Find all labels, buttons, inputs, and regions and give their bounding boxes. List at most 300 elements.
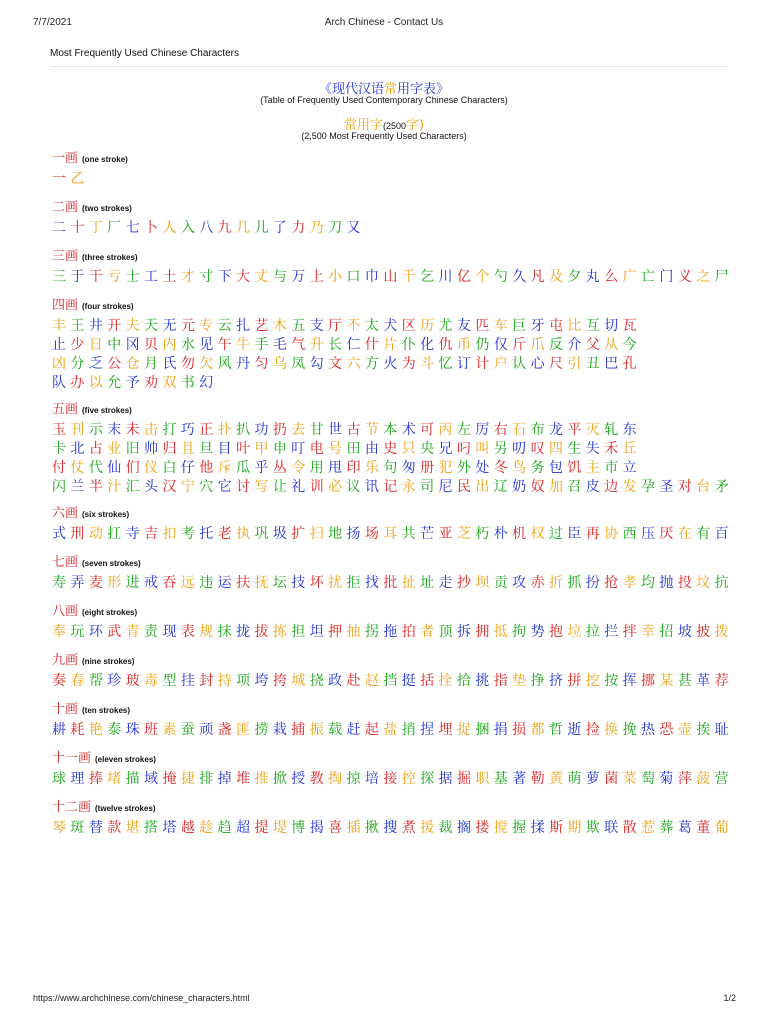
chinese-character-link[interactable]: 寺 xyxy=(125,526,145,542)
chinese-character-link[interactable]: 挖 xyxy=(585,673,605,689)
chinese-character-link[interactable]: 乞 xyxy=(420,269,439,285)
chinese-character-link[interactable]: 振 xyxy=(309,722,329,738)
chinese-character-link[interactable]: 亚 xyxy=(438,526,457,542)
chinese-character-link[interactable]: 牛 xyxy=(236,337,255,353)
chinese-character-link[interactable]: 扫 xyxy=(309,526,329,542)
chinese-character-link[interactable]: 堪 xyxy=(125,820,145,836)
chinese-character-link[interactable]: 八 xyxy=(199,220,218,236)
chinese-character-link[interactable]: 干 xyxy=(88,269,108,285)
chinese-character-link[interactable]: 折 xyxy=(548,575,568,591)
chinese-character-link[interactable]: 插 xyxy=(346,820,365,836)
chinese-character-link[interactable]: 于 xyxy=(70,269,89,285)
chinese-character-link[interactable]: 可 xyxy=(420,422,439,438)
chinese-character-link[interactable]: 册 xyxy=(420,460,439,476)
chinese-character-link[interactable]: 萍 xyxy=(677,771,697,787)
chinese-character-link[interactable]: 丙 xyxy=(438,422,457,438)
chinese-character-link[interactable]: 蚕 xyxy=(180,722,200,738)
chinese-character-link[interactable]: 一 xyxy=(52,171,71,187)
chinese-character-link[interactable]: 手 xyxy=(254,337,273,353)
chinese-character-link[interactable]: 揭 xyxy=(309,820,329,836)
chinese-character-link[interactable]: 丈 xyxy=(254,269,273,285)
chinese-character-link[interactable]: 场 xyxy=(364,526,384,542)
chinese-character-link[interactable]: 教 xyxy=(309,771,329,787)
chinese-character-link[interactable]: 头 xyxy=(144,479,163,495)
chinese-character-link[interactable]: 仙 xyxy=(107,460,126,476)
chinese-character-link[interactable]: 北 xyxy=(70,441,89,457)
chinese-character-link[interactable]: 乃 xyxy=(309,220,329,236)
chinese-character-link[interactable]: 灭 xyxy=(585,422,605,438)
chinese-character-link[interactable]: 凶 xyxy=(52,356,71,372)
chinese-character-link[interactable]: 广 xyxy=(622,269,641,285)
chinese-character-link[interactable]: 巨 xyxy=(512,318,531,334)
chinese-character-link[interactable]: 坛 xyxy=(272,575,292,591)
chinese-character-link[interactable]: 刑 xyxy=(70,526,89,542)
chinese-character-link[interactable]: 少 xyxy=(70,337,89,353)
chinese-character-link[interactable]: 搅 xyxy=(493,820,513,836)
chinese-character-link[interactable]: 挡 xyxy=(383,673,402,689)
chinese-character-link[interactable]: 示 xyxy=(88,422,108,438)
chinese-character-link[interactable]: 亿 xyxy=(456,269,476,285)
chinese-character-link[interactable]: 拍 xyxy=(401,624,421,640)
chinese-character-link[interactable]: 素 xyxy=(162,722,181,738)
chinese-character-link[interactable]: 都 xyxy=(530,722,549,738)
chinese-character-link[interactable]: 握 xyxy=(512,820,531,836)
chinese-character-link[interactable]: 义 xyxy=(677,269,697,285)
chinese-character-link[interactable]: 末 xyxy=(107,422,126,438)
chinese-character-link[interactable]: 董 xyxy=(696,820,715,836)
chinese-character-link[interactable]: 兄 xyxy=(438,441,457,457)
chinese-character-link[interactable]: 训 xyxy=(309,479,329,495)
chinese-character-link[interactable]: 艳 xyxy=(88,722,108,738)
chinese-character-link[interactable]: 垫 xyxy=(512,673,531,689)
chinese-character-link[interactable]: 巩 xyxy=(254,526,273,542)
chinese-character-link[interactable]: 甘 xyxy=(309,422,329,438)
chinese-character-link[interactable]: 欺 xyxy=(585,820,605,836)
chinese-character-link[interactable]: 形 xyxy=(107,575,126,591)
chinese-character-link[interactable]: 堆 xyxy=(236,771,255,787)
chinese-character-link[interactable]: 开 xyxy=(107,318,126,334)
chinese-character-link[interactable]: 赶 xyxy=(346,722,365,738)
chinese-character-link[interactable]: 且 xyxy=(180,441,200,457)
chinese-character-link[interactable]: 甚 xyxy=(677,673,697,689)
chinese-character-link[interactable]: 区 xyxy=(401,318,421,334)
chinese-character-link[interactable]: 加 xyxy=(548,479,568,495)
chinese-character-link[interactable]: 奴 xyxy=(530,479,549,495)
chinese-character-link[interactable]: 挣 xyxy=(530,673,549,689)
chinese-character-link[interactable]: 万 xyxy=(291,269,310,285)
chinese-character-link[interactable]: 片 xyxy=(383,337,402,353)
chinese-character-link[interactable]: 挠 xyxy=(309,673,329,689)
chinese-character-link[interactable]: 九 xyxy=(217,220,237,236)
chinese-character-link[interactable]: 元 xyxy=(180,318,200,334)
chinese-character-link[interactable]: 栽 xyxy=(272,722,292,738)
chinese-character-link[interactable]: 招 xyxy=(659,624,678,640)
chinese-character-link[interactable]: 长 xyxy=(328,337,347,353)
chinese-character-link[interactable]: 文 xyxy=(328,356,347,372)
chinese-character-link[interactable]: 见 xyxy=(199,337,218,353)
chinese-character-link[interactable]: 期 xyxy=(567,820,586,836)
chinese-character-link[interactable]: 甩 xyxy=(328,460,347,476)
chinese-character-link[interactable]: 班 xyxy=(144,722,163,738)
chinese-character-link[interactable]: 丁 xyxy=(88,220,108,236)
chinese-character-link[interactable]: 抓 xyxy=(567,575,586,591)
chinese-character-link[interactable]: 域 xyxy=(144,771,163,787)
chinese-character-link[interactable]: 掀 xyxy=(272,771,292,787)
chinese-character-link[interactable]: 环 xyxy=(88,624,108,640)
chinese-character-link[interactable]: 盐 xyxy=(383,722,402,738)
chinese-character-link[interactable]: 政 xyxy=(328,673,347,689)
chinese-character-link[interactable]: 匹 xyxy=(475,318,494,334)
chinese-character-link[interactable]: 抢 xyxy=(604,575,623,591)
chinese-character-link[interactable]: 巴 xyxy=(604,356,623,372)
chinese-character-link[interactable]: 汉 xyxy=(162,479,181,495)
chinese-character-link[interactable]: 饥 xyxy=(567,460,586,476)
chinese-character-link[interactable]: 走 xyxy=(438,575,457,591)
chinese-character-link[interactable]: 越 xyxy=(180,820,200,836)
chinese-character-link[interactable]: 分 xyxy=(70,356,89,372)
chinese-character-link[interactable]: 以 xyxy=(88,375,108,391)
chinese-character-link[interactable]: 代 xyxy=(88,460,108,476)
chinese-character-link[interactable]: 拨 xyxy=(714,624,734,640)
chinese-character-link[interactable]: 二 xyxy=(52,220,71,236)
chinese-character-link[interactable]: 由 xyxy=(364,441,384,457)
chinese-character-link[interactable]: 掉 xyxy=(217,771,237,787)
chinese-character-link[interactable]: 珍 xyxy=(107,673,126,689)
chinese-character-link[interactable]: 反 xyxy=(548,337,568,353)
chinese-character-link[interactable]: 菜 xyxy=(622,771,641,787)
chinese-character-link[interactable]: 忆 xyxy=(438,356,457,372)
chinese-character-link[interactable]: 大 xyxy=(236,269,255,285)
chinese-character-link[interactable]: 尤 xyxy=(438,318,457,334)
chinese-character-link[interactable]: 占 xyxy=(88,441,108,457)
chinese-character-link[interactable]: 汁 xyxy=(107,479,126,495)
chinese-character-link[interactable]: 拘 xyxy=(512,624,531,640)
chinese-character-link[interactable]: 入 xyxy=(180,220,200,236)
chinese-character-link[interactable]: 推 xyxy=(254,771,273,787)
chinese-character-link[interactable]: 电 xyxy=(309,441,329,457)
chinese-character-link[interactable]: 协 xyxy=(604,526,623,542)
chinese-character-link[interactable]: 掏 xyxy=(328,771,347,787)
chinese-character-link[interactable]: 帅 xyxy=(144,441,163,457)
chinese-character-link[interactable]: 拖 xyxy=(383,624,402,640)
chinese-character-link[interactable]: 奶 xyxy=(512,479,531,495)
chinese-character-link[interactable]: 屯 xyxy=(548,318,568,334)
chinese-character-link[interactable]: 火 xyxy=(383,356,402,372)
chinese-character-link[interactable]: 拔 xyxy=(254,624,273,640)
chinese-character-link[interactable]: 包 xyxy=(548,460,568,476)
chinese-character-link[interactable]: 朴 xyxy=(493,526,513,542)
chinese-character-link[interactable]: 民 xyxy=(456,479,476,495)
chinese-character-link[interactable]: 了 xyxy=(272,220,292,236)
chinese-character-link[interactable]: 它 xyxy=(217,479,237,495)
chinese-character-link[interactable]: 帮 xyxy=(88,673,108,689)
chinese-character-link[interactable]: 中 xyxy=(107,337,126,353)
chinese-character-link[interactable]: 兰 xyxy=(70,479,89,495)
chinese-character-link[interactable]: 散 xyxy=(622,820,641,836)
chinese-character-link[interactable]: 营 xyxy=(714,771,734,787)
chinese-character-link[interactable]: 月 xyxy=(144,356,163,372)
chinese-character-link[interactable]: 儿 xyxy=(254,220,273,236)
chinese-character-link[interactable]: 汇 xyxy=(125,479,145,495)
chinese-character-link[interactable]: 田 xyxy=(346,441,365,457)
chinese-character-link[interactable]: 力 xyxy=(291,220,310,236)
chinese-character-link[interactable]: 六 xyxy=(346,356,365,372)
chinese-character-link[interactable]: 记 xyxy=(383,479,402,495)
chinese-character-link[interactable]: 捐 xyxy=(493,722,513,738)
chinese-character-link[interactable]: 压 xyxy=(641,526,660,542)
chinese-character-link[interactable]: 口 xyxy=(346,269,365,285)
chinese-character-link[interactable]: 现 xyxy=(162,624,181,640)
chinese-character-link[interactable]: 坏 xyxy=(309,575,329,591)
chinese-character-link[interactable]: 搭 xyxy=(144,820,163,836)
chinese-character-link[interactable]: 句 xyxy=(383,460,402,476)
chinese-character-link[interactable]: 萝 xyxy=(585,771,605,787)
chinese-character-link[interactable]: 号 xyxy=(328,441,347,457)
chinese-character-link[interactable]: 未 xyxy=(125,422,145,438)
chinese-character-link[interactable]: 萄 xyxy=(641,771,660,787)
chinese-character-link[interactable]: 欠 xyxy=(199,356,218,372)
chinese-character-link[interactable]: 用 xyxy=(309,460,329,476)
chinese-character-link[interactable]: 世 xyxy=(328,422,347,438)
chinese-character-link[interactable]: 允 xyxy=(107,375,126,391)
chinese-character-link[interactable]: 丰 xyxy=(52,318,71,334)
chinese-character-link[interactable]: 奏 xyxy=(52,673,71,689)
chinese-character-link[interactable]: 老 xyxy=(217,526,237,542)
chinese-character-link[interactable]: 扩 xyxy=(291,526,310,542)
chinese-character-link[interactable]: 介 xyxy=(567,337,586,353)
chinese-character-link[interactable]: 讨 xyxy=(236,479,255,495)
chinese-character-link[interactable]: 抚 xyxy=(254,575,273,591)
chinese-character-link[interactable]: 台 xyxy=(696,479,715,495)
chinese-character-link[interactable]: 乏 xyxy=(88,356,108,372)
chinese-character-link[interactable]: 投 xyxy=(677,575,697,591)
chinese-character-link[interactable]: 扶 xyxy=(236,575,255,591)
chinese-character-link[interactable]: 方 xyxy=(364,356,384,372)
chinese-character-link[interactable]: 几 xyxy=(236,220,255,236)
chinese-character-link[interactable]: 壶 xyxy=(677,722,697,738)
chinese-character-link[interactable]: 叨 xyxy=(512,441,531,457)
chinese-character-link[interactable]: 扔 xyxy=(272,422,292,438)
chinese-character-link[interactable]: 煮 xyxy=(401,820,421,836)
chinese-character-link[interactable]: 他 xyxy=(199,460,218,476)
chinese-character-link[interactable]: 趋 xyxy=(217,820,237,836)
chinese-character-link[interactable]: 斥 xyxy=(217,460,237,476)
chinese-character-link[interactable]: 久 xyxy=(512,269,531,285)
chinese-character-link[interactable]: 据 xyxy=(438,771,457,787)
chinese-character-link[interactable]: 城 xyxy=(291,673,310,689)
chinese-character-link[interactable]: 押 xyxy=(328,624,347,640)
chinese-character-link[interactable]: 授 xyxy=(291,771,310,787)
chinese-character-link[interactable]: 与 xyxy=(272,269,292,285)
chinese-character-link[interactable]: 勒 xyxy=(530,771,549,787)
chinese-character-link[interactable]: 抛 xyxy=(659,575,678,591)
chinese-character-link[interactable]: 只 xyxy=(401,441,421,457)
chinese-character-link[interactable]: 失 xyxy=(585,441,605,457)
chinese-character-link[interactable]: 拥 xyxy=(475,624,494,640)
chinese-character-link[interactable]: 木 xyxy=(272,318,292,334)
chinese-character-link[interactable]: 艺 xyxy=(254,318,273,334)
chinese-character-link[interactable]: 耳 xyxy=(383,526,402,542)
chinese-character-link[interactable]: 进 xyxy=(125,575,145,591)
chinese-character-link[interactable]: 予 xyxy=(125,375,145,391)
chinese-character-link[interactable]: 市 xyxy=(604,460,623,476)
chinese-character-link[interactable]: 凡 xyxy=(530,269,549,285)
chinese-character-link[interactable]: 乐 xyxy=(364,460,384,476)
chinese-character-link[interactable]: 仁 xyxy=(346,337,365,353)
chinese-character-link[interactable]: 著 xyxy=(512,771,531,787)
chinese-character-link[interactable]: 扛 xyxy=(107,526,126,542)
chinese-character-link[interactable]: 寸 xyxy=(199,269,218,285)
chinese-character-link[interactable]: 小 xyxy=(328,269,347,285)
chinese-character-link[interactable]: 拉 xyxy=(585,624,605,640)
chinese-character-link[interactable]: 权 xyxy=(530,526,549,542)
chinese-character-link[interactable]: 捡 xyxy=(585,722,605,738)
chinese-character-link[interactable]: 弄 xyxy=(70,575,89,591)
chinese-character-link[interactable]: 下 xyxy=(217,269,237,285)
chinese-character-link[interactable]: 尺 xyxy=(548,356,568,372)
chinese-character-link[interactable]: 接 xyxy=(383,771,402,787)
chinese-character-link[interactable]: 风 xyxy=(217,356,237,372)
chinese-character-link[interactable]: 击 xyxy=(144,422,163,438)
chinese-character-link[interactable]: 抱 xyxy=(548,624,568,640)
chinese-character-link[interactable]: 玻 xyxy=(125,673,145,689)
chinese-character-link[interactable]: 奉 xyxy=(52,624,71,640)
chinese-character-link[interactable]: 门 xyxy=(659,269,678,285)
chinese-character-link[interactable]: 菊 xyxy=(659,771,678,787)
chinese-character-link[interactable]: 持 xyxy=(217,673,237,689)
chinese-character-link[interactable]: 本 xyxy=(383,422,402,438)
chinese-character-link[interactable]: 毛 xyxy=(272,337,292,353)
chinese-character-link[interactable]: 山 xyxy=(383,269,402,285)
chinese-character-link[interactable]: 耗 xyxy=(70,722,89,738)
chinese-character-link[interactable]: 无 xyxy=(162,318,181,334)
chinese-character-link[interactable]: 卡 xyxy=(52,441,71,457)
chinese-character-link[interactable]: 令 xyxy=(291,460,310,476)
chinese-character-link[interactable]: 云 xyxy=(217,318,237,334)
chinese-character-link[interactable]: 起 xyxy=(364,722,384,738)
chinese-character-link[interactable]: 不 xyxy=(346,318,365,334)
chinese-character-link[interactable]: 刊 xyxy=(70,422,89,438)
chinese-character-link[interactable]: 千 xyxy=(401,269,421,285)
chinese-character-link[interactable]: 生 xyxy=(567,441,586,457)
chinese-character-link[interactable]: 戒 xyxy=(144,575,163,591)
chinese-character-link[interactable]: 王 xyxy=(70,318,89,334)
chinese-character-link[interactable]: 葡 xyxy=(714,820,734,836)
chinese-character-link[interactable]: 抵 xyxy=(493,624,513,640)
chinese-character-link[interactable]: 丸 xyxy=(585,269,605,285)
chinese-character-link[interactable]: 牙 xyxy=(530,318,549,334)
chinese-character-link[interactable]: 规 xyxy=(199,624,218,640)
chinese-character-link[interactable]: 扬 xyxy=(346,526,365,542)
chinese-character-link[interactable]: 挨 xyxy=(696,722,715,738)
chinese-character-link[interactable]: 内 xyxy=(162,337,181,353)
chinese-character-link[interactable]: 扰 xyxy=(328,575,347,591)
chinese-character-link[interactable]: 币 xyxy=(456,337,476,353)
chinese-character-link[interactable]: 捎 xyxy=(401,722,421,738)
chinese-character-link[interactable]: 葛 xyxy=(677,820,697,836)
chinese-character-link[interactable]: 博 xyxy=(291,820,310,836)
chinese-character-link[interactable]: 朽 xyxy=(475,526,494,542)
chinese-character-link[interactable]: 什 xyxy=(364,337,384,353)
chinese-character-link[interactable]: 书 xyxy=(180,375,200,391)
chinese-character-link[interactable]: 犬 xyxy=(383,318,402,334)
chinese-character-link[interactable]: 挎 xyxy=(272,673,292,689)
chinese-character-link[interactable]: 右 xyxy=(493,422,513,438)
chinese-character-link[interactable]: 恐 xyxy=(659,722,678,738)
chinese-character-link[interactable]: 引 xyxy=(567,356,586,372)
chinese-character-link[interactable]: 机 xyxy=(512,526,531,542)
chinese-character-link[interactable]: 顽 xyxy=(199,722,218,738)
chinese-character-link[interactable]: 立 xyxy=(622,460,641,476)
chinese-character-link[interactable]: 三 xyxy=(52,269,71,285)
chinese-character-link[interactable]: 趁 xyxy=(199,820,218,836)
chinese-character-link[interactable]: 耻 xyxy=(714,722,734,738)
chinese-character-link[interactable]: 垮 xyxy=(254,673,273,689)
chinese-character-link[interactable]: 捕 xyxy=(291,722,310,738)
chinese-character-link[interactable]: 务 xyxy=(530,460,549,476)
chinese-character-link[interactable]: 执 xyxy=(236,526,255,542)
chinese-character-link[interactable]: 葬 xyxy=(659,820,678,836)
chinese-character-link[interactable]: 必 xyxy=(328,479,347,495)
chinese-character-link[interactable]: 提 xyxy=(254,820,273,836)
chinese-character-link[interactable]: 丘 xyxy=(622,441,641,457)
chinese-character-link[interactable]: 发 xyxy=(622,479,641,495)
chinese-character-link[interactable]: 斯 xyxy=(548,820,568,836)
chinese-character-link[interactable]: 升 xyxy=(309,337,329,353)
chinese-character-link[interactable]: 太 xyxy=(364,318,384,334)
chinese-character-link[interactable]: 匪 xyxy=(236,722,255,738)
chinese-character-link[interactable]: 五 xyxy=(291,318,310,334)
chinese-character-link[interactable]: 勿 xyxy=(180,356,200,372)
chinese-character-link[interactable]: 拆 xyxy=(456,624,476,640)
chinese-character-link[interactable]: 斑 xyxy=(70,820,89,836)
chinese-character-link[interactable]: 托 xyxy=(199,526,218,542)
chinese-character-link[interactable]: 户 xyxy=(493,356,513,372)
chinese-character-link[interactable]: 历 xyxy=(420,318,439,334)
chinese-character-link[interactable]: 厌 xyxy=(659,526,678,542)
chinese-character-link[interactable]: 孕 xyxy=(641,479,660,495)
chinese-character-link[interactable]: 披 xyxy=(696,624,715,640)
chinese-character-link[interactable]: 挺 xyxy=(401,673,421,689)
chinese-character-link[interactable]: 换 xyxy=(604,722,623,738)
chinese-character-link[interactable]: 捞 xyxy=(254,722,273,738)
chinese-character-link[interactable]: 热 xyxy=(641,722,660,738)
chinese-character-link[interactable]: 礼 xyxy=(291,479,310,495)
chinese-character-link[interactable]: 召 xyxy=(567,479,586,495)
chinese-character-link[interactable]: 赴 xyxy=(346,673,365,689)
chinese-character-link[interactable]: 古 xyxy=(346,422,365,438)
chinese-character-link[interactable]: 术 xyxy=(401,422,421,438)
chinese-character-link[interactable]: 止 xyxy=(52,337,71,353)
chinese-character-link[interactable]: 乌 xyxy=(272,356,292,372)
chinese-character-link[interactable]: 水 xyxy=(180,337,200,353)
chinese-character-link[interactable]: 永 xyxy=(401,479,421,495)
chinese-character-link[interactable]: 甲 xyxy=(254,441,273,457)
chinese-character-link[interactable]: 比 xyxy=(567,318,586,334)
chinese-character-link[interactable]: 坦 xyxy=(309,624,329,640)
chinese-character-link[interactable]: 工 xyxy=(144,269,163,285)
chinese-character-link[interactable]: 贡 xyxy=(493,575,513,591)
chinese-character-link[interactable]: 仗 xyxy=(70,460,89,476)
chinese-character-link[interactable]: 抄 xyxy=(456,575,476,591)
chinese-character-link[interactable]: 泰 xyxy=(107,722,126,738)
chinese-character-link[interactable]: 找 xyxy=(364,575,384,591)
chinese-character-link[interactable]: 皮 xyxy=(585,479,605,495)
chinese-character-link[interactable]: 巧 xyxy=(180,422,200,438)
chinese-character-link[interactable]: 拐 xyxy=(364,624,384,640)
chinese-character-link[interactable]: 拾 xyxy=(456,673,476,689)
chinese-character-link[interactable]: 个 xyxy=(475,269,494,285)
